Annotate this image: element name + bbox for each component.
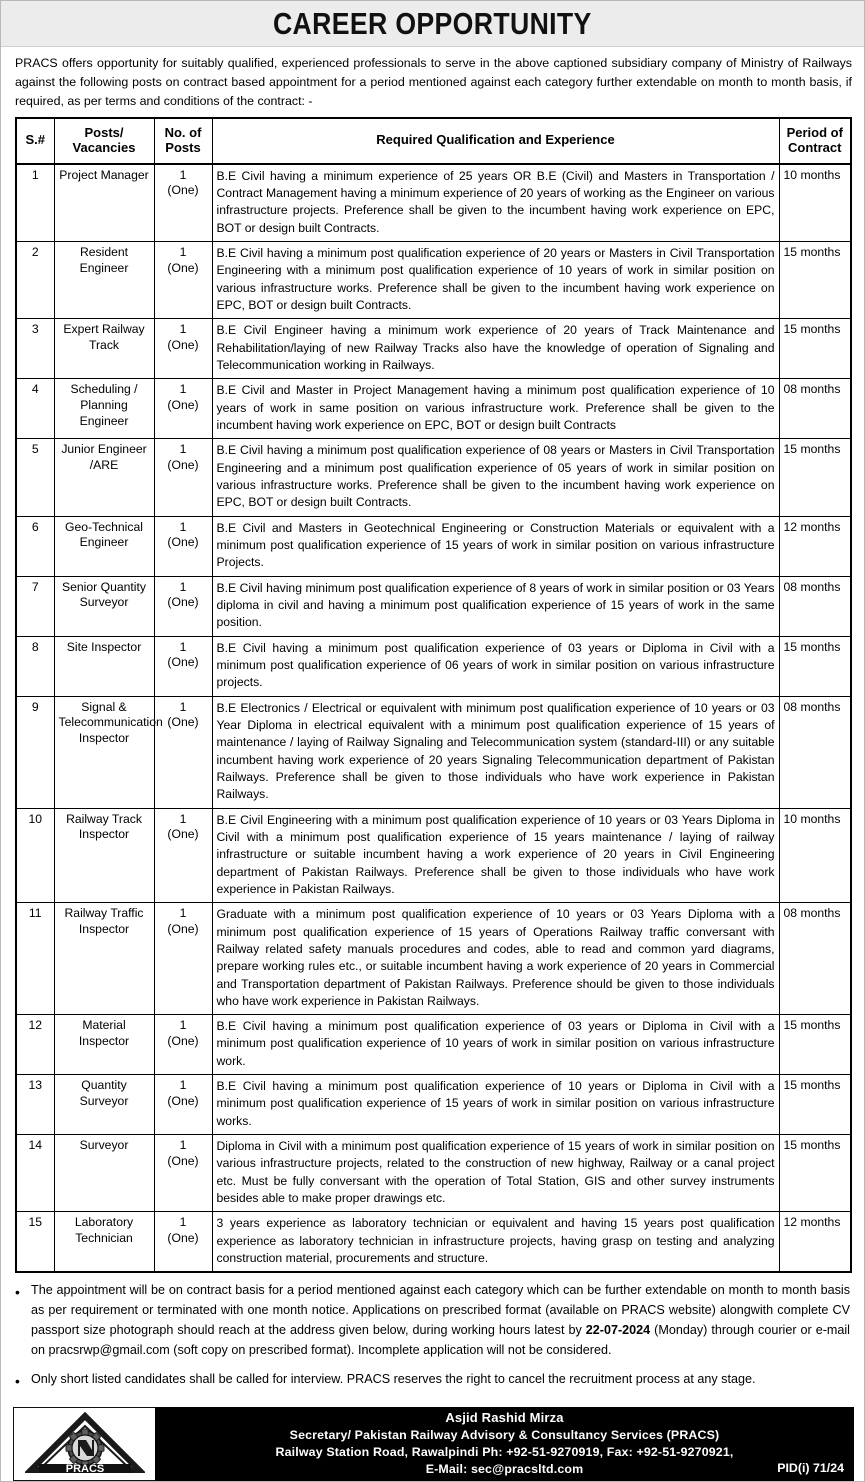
cell-period: 10 months <box>779 164 851 242</box>
column-header-period-line2: Contract <box>788 140 842 156</box>
column-header-posts <box>54 118 154 164</box>
column-header-posts-line2: Vacancies <box>72 140 136 156</box>
cell-serial: 6 <box>16 516 54 576</box>
jobs-table-wrapper <box>1 117 864 1274</box>
pracs-logo-icon <box>25 1412 145 1476</box>
cell-number-of-posts: 1 (One) <box>154 439 212 516</box>
table-row <box>16 242 851 319</box>
cell-qualification: B.E Civil having a minimum experience of 25 years OR B.E (Civil) and Masters in Transportation / Contract Management having a minimum experience of 20 years of working as the Engineer on various infrastructure projects. Preference shall be given to the incumbent having work experience on EPC, BOT or design built Contracts. <box>212 164 779 242</box>
cell-serial: 14 <box>16 1135 54 1212</box>
note-deadline-date: 22-07-2024 <box>585 1323 651 1338</box>
intro-paragraph: PRACS offers opportunity for suitably qualified, experienced professionals to serve in the above captioned subsidiary company of Ministry of Railways against the following posts on contract based appointment for a period mentioned against each category further extendable on month to month basis, if required, as per terms and conditions of the contract: - <box>15 56 852 108</box>
footer-name: Asjid Rashid Mirza <box>445 1409 564 1425</box>
column-header-serial: S.# <box>16 118 54 164</box>
cell-qualification: B.E Civil and Master in Project Management having a minimum post qualification experience of 10 years of work in same position on various infrastructure work. Preference shall be given to the incumbent having work experience on EPC, BOT or design built Contracts <box>212 379 779 439</box>
cell-period: 08 months <box>779 696 851 808</box>
cell-period: 15 months <box>779 1075 851 1135</box>
cell-serial: 11 <box>16 903 54 1015</box>
cell-number-of-posts: 1 (One) <box>154 1135 212 1212</box>
footer-address: Railway Station Road, Rawalpindi Ph: +92-51-9270919, Fax: +92-51-9270921, <box>275 1444 734 1459</box>
cell-number-of-posts: 1 (One) <box>154 1015 212 1075</box>
table-row <box>16 808 851 903</box>
table-row <box>16 696 851 808</box>
cell-number-of-posts: 1 (One) <box>154 808 212 903</box>
cell-serial: 2 <box>16 242 54 319</box>
cell-post-title: Quantity Surveyor <box>54 1075 154 1135</box>
cell-serial: 8 <box>16 636 54 696</box>
note-text: The appointment will be on contract basis for a period mentioned against each category which can be further extendable on month to month basis as per requirement or terminated with one month notice. Applications on prescribed format (available on PRACS website) alongwith complete CV passport size photograph should reach at the address given below, during working hours latest by 22-07-2024 (Monday) through courier or e-mail on pracsrwp@gmail.com (soft copy on prescribed format). Incomplete application will not be considered. <box>31 1283 850 1358</box>
cell-post-title: Geo-Technical Engineer <box>54 516 154 576</box>
cell-qualification: B.E Civil having a minimum post qualification experience of 03 years or Diploma in Civil with a minimum post qualification experience of 06 years of work in similar position on various infrastructure projects. <box>212 636 779 696</box>
cell-number-of-posts: 1 (One) <box>154 516 212 576</box>
cell-period: 15 months <box>779 1015 851 1075</box>
cell-number-of-posts: 1 (One) <box>154 636 212 696</box>
cell-period: 15 months <box>779 319 851 379</box>
column-header-qualification: Required Qualification and Experience <box>212 118 779 164</box>
cell-qualification: B.E Civil having a minimum post qualification experience of 20 years or Masters in Civil Transportation Engineering with a minimum post qualification experience of 10 years of work in similar position on various infrastructure works. Preference shall be given to the incumbent having work experience on EPC, BOT or design built Contracts. <box>212 242 779 319</box>
cell-serial: 1 <box>16 164 54 242</box>
cell-number-of-posts: 1 (One) <box>154 242 212 319</box>
cell-qualification: B.E Civil and Masters in Geotechnical Engineering or Construction Materials or equivalent with a minimum post qualification experience of 15 years of work in similar position on various infrastructure Projects. <box>212 516 779 576</box>
cell-number-of-posts: 1 (One) <box>154 319 212 379</box>
bullet-icon: • <box>15 1284 20 1301</box>
footer-designation: Secretary/ Pakistan Railway Advisory & Consultancy Services (PRACS) <box>289 1427 720 1442</box>
cell-post-title: Expert Railway Track <box>54 319 154 379</box>
table-row <box>16 1135 851 1212</box>
cell-serial: 3 <box>16 319 54 379</box>
cell-post-title: Site Inspector <box>54 636 154 696</box>
column-header-period-line1: Period of <box>786 124 843 140</box>
table-row <box>16 319 851 379</box>
cell-number-of-posts: 1 (One) <box>154 164 212 242</box>
cell-serial: 9 <box>16 696 54 808</box>
cell-serial: 12 <box>16 1015 54 1075</box>
cell-qualification: B.E Civil having a minimum post qualification experience of 08 years or Masters in Civil Transportation Engineering and a minimum post qualification experience of 05 years of work in similar position on various infrastructure works. Preference shall be given to the incumbent having work experience on EPC, BOT or design built Contracts. <box>212 439 779 516</box>
note-item <box>15 1370 850 1392</box>
column-header-number-of-posts <box>154 118 212 164</box>
cell-qualification: Graduate with a minimum post qualification experience of 10 years or 03 Years Diploma with a minimum post qualification experience of 15 years of Operations Railway traffic conversant with Railway related safety manuals procedures and codes, able to read and common yard diagrams, prepare working rules etc., or suitable incumbent having a work experience of 20 years in Commercial and Transportation department of Pakistan Railways. Preference should be given to those individuals who have work experience in Pakistan Railways. <box>212 903 779 1015</box>
footer-contact-block <box>155 1407 854 1481</box>
cell-post-title: Laboratory Technician <box>54 1212 154 1272</box>
note-text: Only short listed candidates shall be called for interview. PRACS reserves the right to cancel the recruitment process at any stage. <box>31 1371 756 1386</box>
bullet-icon: • <box>15 1372 20 1389</box>
cell-period: 08 months <box>779 576 851 636</box>
footer-email: E-Mail: sec@pracsltd.com <box>425 1462 584 1477</box>
cell-serial: 5 <box>16 439 54 516</box>
cell-qualification: B.E Civil having a minimum post qualification experience of 10 years or Diploma in Civil with a minimum post qualification experience of 15 years of work in similar position on various infrastructure works. <box>212 1075 779 1135</box>
notes-list <box>1 1273 864 1403</box>
cell-qualification: B.E Civil Engineer having a minimum work experience of 20 years of Track Maintenance and Rehabilitation/laying of new Railway Tracks also have the knowledge of operation of Signaling and Telecommunication working in Railways. <box>212 319 779 379</box>
table-row <box>16 1212 851 1272</box>
cell-period: 12 months <box>779 1212 851 1272</box>
cell-post-title: Scheduling / Planning Engineer <box>54 379 154 439</box>
column-header-period <box>779 118 851 164</box>
cell-number-of-posts: 1 (One) <box>154 696 212 808</box>
cell-post-title: Project Manager <box>54 164 154 242</box>
cell-number-of-posts: 1 (One) <box>154 903 212 1015</box>
table-header-row <box>16 118 851 164</box>
table-body <box>16 164 851 1273</box>
cell-number-of-posts: 1 (One) <box>154 1075 212 1135</box>
pid-number: PID(i) 71/24 <box>777 1460 844 1475</box>
table-row <box>16 379 851 439</box>
cell-qualification: B.E Civil having a minimum post qualification experience of 03 years or Diploma in Civil with a minimum post qualification experience of 10 years of work in similar position on various infrastructure work. <box>212 1015 779 1075</box>
title-band <box>1 1 864 47</box>
cell-number-of-posts: 1 (One) <box>154 576 212 636</box>
cell-qualification: B.E Civil having minimum post qualification experience of 8 years of work in similar position or 03 Years diploma in civil and having a minimum post qualification experience of 15 years of work in the same position. <box>212 576 779 636</box>
cell-qualification: 3 years experience as laboratory technician or equivalent and having 15 years post qualification experience as laboratory technician in infrastructure projects, having grasp on testing and analyzing construction material, procurements and structure. <box>212 1212 779 1272</box>
cell-post-title: Senior Quantity Surveyor <box>54 576 154 636</box>
cell-post-title: Railway Traffic Inspector <box>54 903 154 1015</box>
column-header-num-line2: Posts <box>165 140 201 156</box>
cell-serial: 4 <box>16 379 54 439</box>
table-header <box>16 118 851 164</box>
cell-post-title: Resident Engineer <box>54 242 154 319</box>
cell-period: 08 months <box>779 379 851 439</box>
pracs-logo-text: PRACS <box>65 1462 104 1475</box>
table-row <box>16 516 851 576</box>
cell-qualification: B.E Civil Engineering with a minimum post qualification experience of 10 years or 03 Years Diploma in Civil with a minimum post qualification experience of 15 years maintenance / laying of railway infrastructure or suitable incumbent having a work experience of 20 years in Civil Engineering department of Pakistan Railways. Preference shall be given to those individuals who have work experience in Pakistan Railways. <box>212 808 779 903</box>
column-header-posts-line1: Posts/ <box>84 124 124 140</box>
table-row <box>16 1075 851 1135</box>
footer <box>13 1407 854 1481</box>
cell-post-title: Signal & Telecommunication Inspector <box>54 696 154 808</box>
table-row <box>16 164 851 242</box>
cell-period: 15 months <box>779 242 851 319</box>
table-row <box>16 903 851 1015</box>
cell-post-title: Surveyor <box>54 1135 154 1212</box>
cell-period: 10 months <box>779 808 851 903</box>
cell-serial: 10 <box>16 808 54 903</box>
cell-post-title: Material Inspector <box>54 1015 154 1075</box>
column-header-num-line1: No. of <box>164 124 202 140</box>
cell-qualification: B.E Electronics / Electrical or equivalent with minimum post qualification experience of 10 years or 03 Year Diploma in electrical equivalent with a minimum post qualification experience of 15 years of maintenance / laying of Railway Signaling and Telecommunication system (standard-III) or any suitable incumbent having work experience of 20 years Signaling Telecommunication department of Pakistan Railways. Preference shall be given to those individuals who have work experience in Pakistan Railways. <box>212 696 779 808</box>
pracs-logo-box <box>13 1407 155 1481</box>
page-title: CAREER OPPORTUNITY <box>273 5 592 41</box>
cell-post-title: Junior Engineer /ARE <box>54 439 154 516</box>
cell-period: 15 months <box>779 1135 851 1212</box>
note-item <box>15 1281 850 1361</box>
jobs-table <box>15 117 852 1274</box>
cell-qualification: Diploma in Civil with a minimum post qualification experience of 15 years of work in similar position on various infrastructure projects, related to the construction of new highway, Railway or a canal project etc. Must be fully conversant with the operation of Total Station, GIS and other survey instruments besides able to make proper drawings etc. <box>212 1135 779 1212</box>
cell-number-of-posts: 1 (One) <box>154 1212 212 1272</box>
cell-period: 15 months <box>779 439 851 516</box>
cell-serial: 13 <box>16 1075 54 1135</box>
table-row <box>16 636 851 696</box>
cell-period: 12 months <box>779 516 851 576</box>
cell-period: 15 months <box>779 636 851 696</box>
cell-period: 08 months <box>779 903 851 1015</box>
cell-serial: 7 <box>16 576 54 636</box>
table-row <box>16 1015 851 1075</box>
cell-post-title: Railway Track Inspector <box>54 808 154 903</box>
cell-number-of-posts: 1 (One) <box>154 379 212 439</box>
cell-serial: 15 <box>16 1212 54 1272</box>
table-row <box>16 439 851 516</box>
table-row <box>16 576 851 636</box>
